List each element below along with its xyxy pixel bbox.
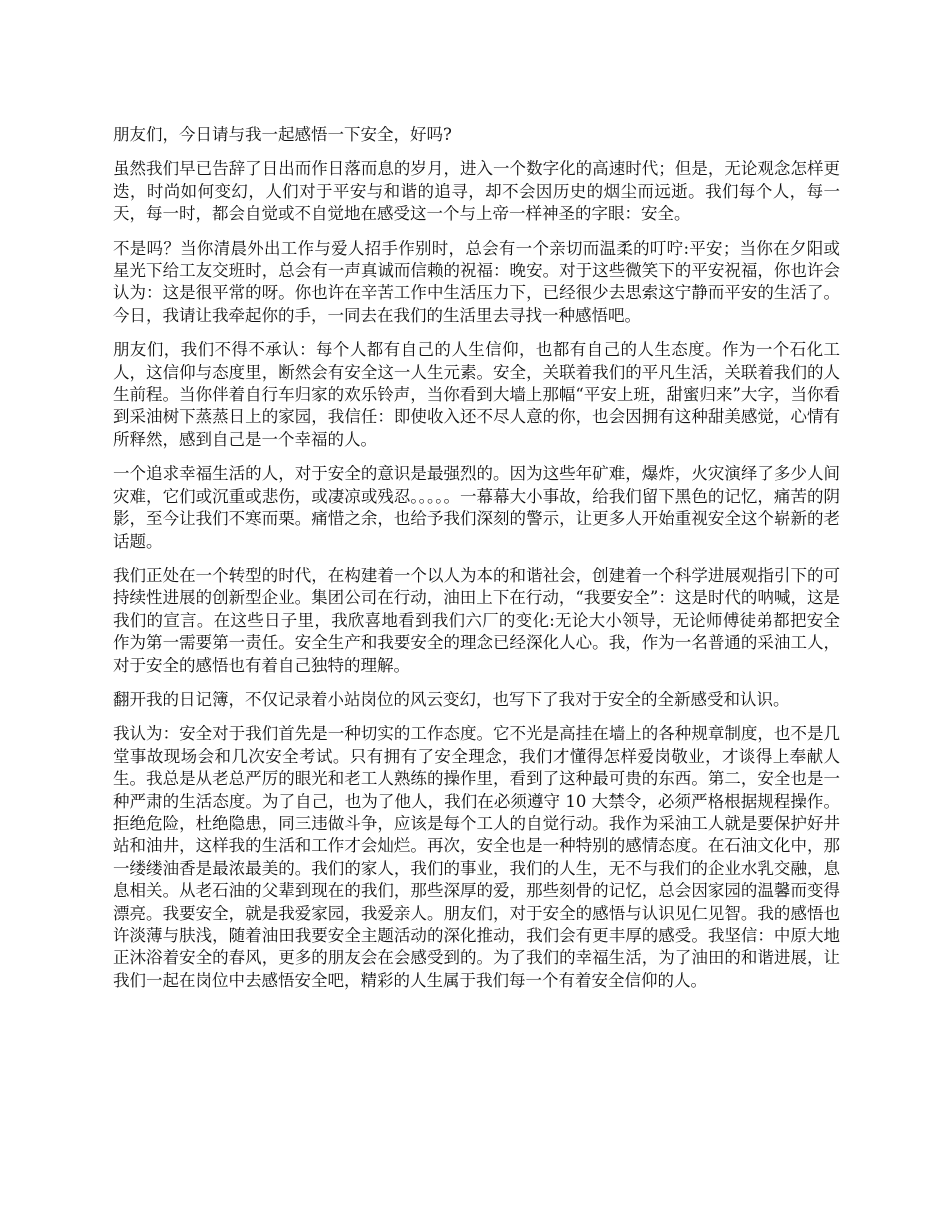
paragraph-4: 朋友们，我们不得不承认：每个人都有自己的人生信仰，也都有自己的人生态度。作为一个石化工人，这信仰与态度里，断然会有安全这一人生元素。安全，关联着我们的平凡生活，关联着我们的人生前程。当你伴着自行车归家的欢乐铃声，当你看到大墙上那幅“平安上班，甜蜜归来”大字，当你看到采油树下蒸蒸日上的家园，我信任：即使收入还不尽人意的你，也会因拥有这种甜美感觉，心情有所释然，感到自己是一个幸福的人。 bbox=[113, 340, 840, 449]
paragraph-6: 我们正处在一个转型的时代，在构建着一个以人为本的和谐社会，创建着一个科学进展观指引下的可持续性进展的创新型企业。集团公司在行动，油田上下在行动，“我要安全”：这是时代的呐喊，这是我们的宣言。在这些日子里，我欣喜地看到我们六厂的变化:无论大小领导，无论师傅徒弟都把安全作为第一需要第一责任。安全生产和我要安全的理念已经深化人心。我，作为一名普通的采油工人，对于安全的感悟也有着自己独特的理解。 bbox=[113, 565, 840, 675]
document-body bbox=[113, 124, 840, 1004]
paragraph-7: 翻开我的日记簿，不仅记录着小站岗位的风云变幻，也写下了我对于安全的全新感受和认识。 bbox=[113, 689, 790, 709]
paragraph-8: 我认为：安全对于我们首先是一种切实的工作态度。它不光是高挂在墙上的各种规章制度，也不是几堂事故现场会和几次安全考试。只有拥有了安全理念，我们才懂得怎样爱岗敬业，才谈得上奉献人生。我总是从老总严厉的眼光和老工人熟练的操作里，看到了这种最可贵的东西。第二，安全也是一种严肃的生活态度。为了自己，也为了他人，我们在必须遵守 10 大禁令，必须严格根据规程操作。拒绝危险，杜绝隐患，同三违做斗争，应该是每个工人的自觉行动。我作为采油工人就是要保护好井站和油井，这样我的生活和工作才会灿烂。再次，安全也是一种特别的感情态度。在石油文化中，那一缕缕油香是最浓最美的。我们的家人，我们的事业，我们的人生，无不与我们的企业水乳交融，息息相关。从老石油的父辈到现在的我们，那些深厚的爱，那些刻骨的记忆，总会因家园的温馨而变得漂亮。我要安全，就是我爱家园，我爱亲人。朋友们，对于安全的感悟与认识见仁见智。我的感悟也许淡薄与肤浅，随着油田我要安全主题活动的深化推动，我们会有更丰厚的感受。我坚信：中原大地正沐浴着安全的春风，更多的朋友会在会感受到的。为了我们的幸福生活，为了油田的和谐进展，让我们一起在岗位中去感悟安全吧，精彩的人生属于我们每一个有着安全信仰的人。 bbox=[113, 724, 840, 990]
paragraph-3: 不是吗？当你清晨外出工作与爱人招手作别时，总会有一个亲切而温柔的叮咛:平安；当你在夕阳或星光下给工友交班时，总会有一声真诚而信赖的祝福：晚安。对于这些微笑下的平安祝福，你也许会认为：这是很平常的呀。你也许在辛苦工作中生活压力下，已经很少去思索这宁静而平安的生活了。今日，我请让我牵起你的手，一同去在我们的生活里去寻找一种感悟吧。 bbox=[113, 238, 840, 325]
paragraph-1: 朋友们，今日请与我一起感悟一下安全，好吗? bbox=[113, 125, 452, 144]
paragraph-2: 虽然我们早已告辞了日出而作日落而息的岁月，进入一个数字化的高速时代；但是，无论观念怎样更迭，时尚如何变幻，人们对于平安与和谐的追寻，却不会因历史的烟尘而远逝。我们每个人，每一天，每一时，都会自觉或不自觉地在感受这一个与上帝一样神圣的字眼：安全。 bbox=[113, 159, 840, 224]
paragraph-5: 一个追求幸福生活的人，对于安全的意识是最强烈的。因为这些年矿难，爆炸，火灾演绎了多少人间灾难，它们或沉重或悲伤，或凄凉或残忍。。。。。一幕幕大小事故，给我们留下黑色的记忆，痛苦的阴影，至今让我们不寒而栗。痛惜之余，也给予我们深刻的警示，让更多人开始重视安全这个崭新的老话题。 bbox=[113, 464, 840, 551]
